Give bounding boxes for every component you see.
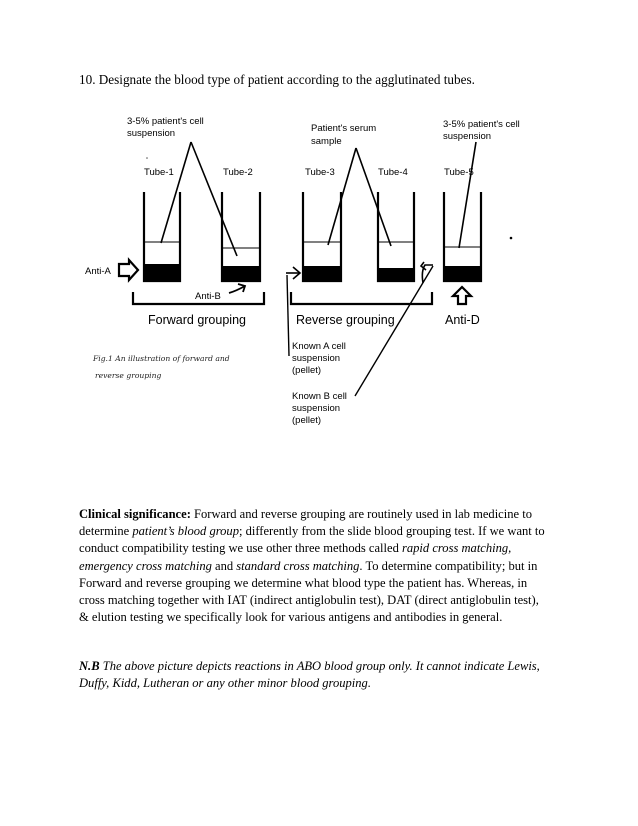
cell-suspension-label-right-line1: 3-5% patient's cell <box>443 119 520 130</box>
clinical-italic-1: patient’s blood group <box>132 524 239 539</box>
anti-b-arrow-icon <box>229 284 245 293</box>
known-pointer-lines <box>287 266 433 396</box>
tube-2-label: Tube-2 <box>223 167 253 178</box>
stray-dot-1 <box>146 157 148 159</box>
tube-1-label: Tube-1 <box>144 167 174 178</box>
clinical-text-1: Forward and reverse grouping are routinely used in lab medicine to determine <box>79 507 532 539</box>
stray-dot-2 <box>510 237 513 240</box>
anti-d-label: Anti-D <box>445 313 480 327</box>
tube-5 <box>444 192 481 281</box>
figure-caption-line2: reverse grouping <box>95 371 162 380</box>
clinical-text-4: . To determine compatibility; but in Forward and reverse grouping we determine what blood type the patient has. Whereas, in cross matching together with IAT (indirect antiglobulin test), DAT (direct antiglobulin test), & elution testing we specifically look for various antigens and antibodies in general. <box>79 558 539 625</box>
note-paragraph <box>79 658 549 692</box>
question-text: 10. Designate the blood type of patient according to the agglutinated tubes. <box>79 72 475 87</box>
tube-2 <box>222 192 260 281</box>
tube-4-label: Tube-4 <box>378 167 408 178</box>
note-label: N.B <box>79 659 100 673</box>
tube-1 <box>144 192 180 281</box>
known-a-line1: Known A cell <box>292 341 346 352</box>
known-b-line3: (pellet) <box>292 415 322 426</box>
clinical-text-3: and <box>211 558 237 573</box>
cell-suspension-label-right-line2: suspension <box>443 131 492 142</box>
known-a-line2: suspension <box>292 353 341 364</box>
clinical-significance-paragraph <box>79 506 549 626</box>
clinical-significance-heading: Clinical significance: <box>79 507 191 521</box>
tube-3 <box>303 192 341 281</box>
known-a-line3: (pellet) <box>292 365 322 376</box>
cell-suspension-label-left-line1: 3-5% patient's cell <box>127 116 204 127</box>
tube-5-label: Tube-5 <box>444 167 474 178</box>
tube-4 <box>378 192 414 281</box>
serum-label-line1: Patient's serum <box>311 123 377 134</box>
clinical-italic-3: standard cross matching <box>236 558 360 573</box>
arrow-into-tube-3-icon <box>286 267 300 279</box>
known-b-line2: suspension <box>292 403 341 414</box>
known-b-line1: Known B cell <box>292 391 347 402</box>
note-text: The above picture depicts reactions in ABO blood group only. It cannot indicate Lewis, Duffy, Kidd, Lutheran or any other minor blood grouping. <box>79 659 540 691</box>
clinical-text-2: ; differently from the slide blood grouping test. If we want to conduct compatibility testing we use other three methods called <box>79 524 545 556</box>
forward-grouping-label: Forward grouping <box>148 313 246 327</box>
clinical-italic-2: rapid cross matching, emergency cross matching <box>79 541 512 573</box>
serum-label-line2: sample <box>311 136 342 147</box>
cell-suspension-label-left-line2: suspension <box>127 128 176 139</box>
tube-3-label: Tube-3 <box>305 167 335 178</box>
arrow-into-tube-4-icon <box>421 262 433 283</box>
figure-caption-line1: Fig.1 An illustration of forward and <box>93 354 230 363</box>
anti-b-label: Anti-B <box>195 291 221 302</box>
reverse-grouping-label: Reverse grouping <box>296 313 395 327</box>
anti-d-arrow-icon <box>453 287 471 304</box>
anti-a-label: Anti-A <box>85 266 111 277</box>
pointer-lines <box>161 142 476 256</box>
anti-a-arrow-icon <box>119 260 138 280</box>
